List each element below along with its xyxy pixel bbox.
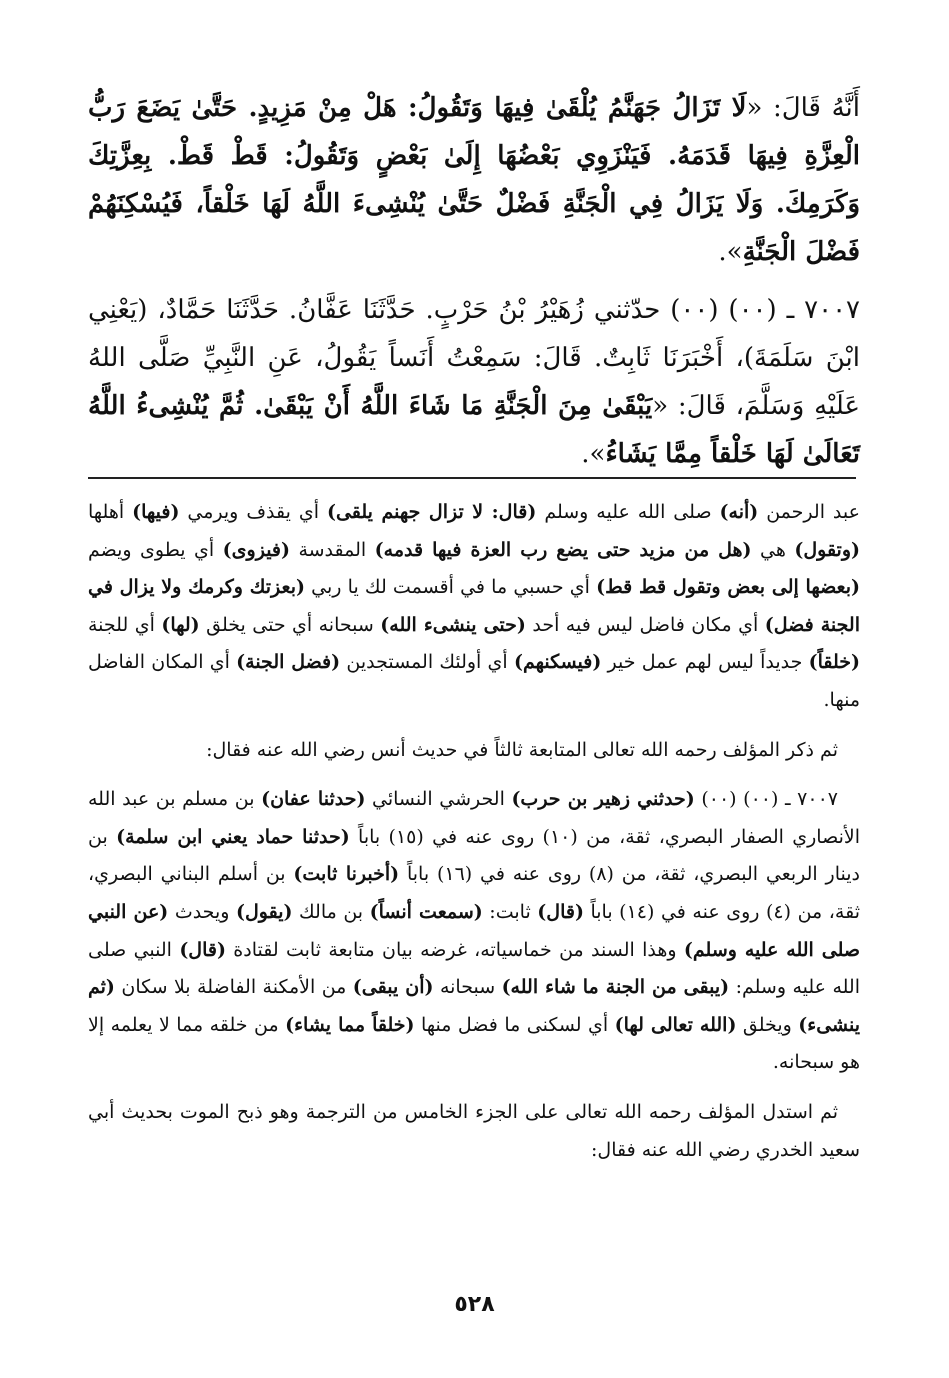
commentary-quote: (أنه) (719, 501, 759, 523)
commentary-quote: (الله تعالى لها) (614, 1013, 737, 1036)
commentary-quote: (قال) (537, 900, 584, 923)
commentary-text: من الأمكنة الفاضلة بلا سكان (114, 976, 353, 999)
commentary-text: أي يطوى ويضم (88, 538, 223, 561)
commentary-quote: (قال) (179, 938, 226, 961)
commentary-text: بن مسلم بن عبد الله الأنصاري الصفار البصري، ثقة، من (١٠) روى عنه في (١٥) باباً (88, 788, 860, 848)
hadith-matn: لَا تَزَالُ جَهَنَّمُ يُلْقَىٰ فِيهَا وَتَقُولُ: هَلْ مِنْ مَزِيدٍ. حَتَّىٰ يَضَعَ رَبُّ الْعِزَّةِ فِيهَا قَدَمَهُ. فَيَنْزَوِي بَعْضُهَا إِلَىٰ بَعْضٍ وَتَقُولُ: قَطْ قَطْ. بِعِزَّتِكَ وَكَرَمِكَ. وَلَا يَزَالُ فِي الْجَنَّةِ فَضْلٌ حَتَّىٰ يُنْشِىءَ اللَّهُ لَهَا خَلْقاً، فَيُسْكِنَهُمْ فَضْلَ الْجَنَّةِ (88, 93, 860, 267)
commentary-quote: (فيها) (132, 501, 180, 523)
commentary-text: بن مالك (292, 900, 370, 923)
hadith-close: ». (718, 237, 743, 267)
commentary-text: أي المكان الفاضل منها. (88, 651, 860, 711)
commentary-quote: (فيسكنهم) (513, 651, 602, 674)
commentary-quote: (سمعت أنساً) (369, 900, 483, 923)
hadith-intro: أَنَّهُ قَالَ: « (746, 93, 860, 123)
commentary-quote: (خلقاً) (808, 651, 861, 674)
commentary-text: أهلها (88, 501, 133, 523)
commentary-text: النبي صلى الله عليه وسلم: (88, 938, 860, 999)
commentary-quote: (قال: لا تزال جهنم يلقى) (326, 501, 537, 523)
commentary-quote: (فيزوى) (222, 538, 290, 561)
commentary-quote: (فضل الجنة) (236, 651, 341, 674)
commentary-quote: (حدثني زهير بن حرب) (511, 788, 695, 811)
commentary-text: المقدسة (290, 538, 375, 561)
commentary-quote: (بعزتك وكرمك ولا يزال في الجنة فضل) (88, 576, 860, 636)
commentary-text: وهذا السند من خماسياته، غرضه بيان متابعة ثابت لقتادة (225, 938, 684, 961)
commentary-text: ويحدث (168, 900, 236, 923)
hadith-section (88, 84, 860, 478)
commentary-quote: (بعضها إلى بعض وتقول قط قط) (596, 576, 860, 599)
commentary-text: أي للجنة (88, 613, 162, 636)
commentary-text: بن دينار الربعي البصري، ثقة، من (٨) روى عنه في (١٦) باباً (88, 825, 860, 886)
commentary-text: ٧٠٠٧ ـ (٠٠) (٠٠) (694, 788, 838, 811)
commentary-quote: (حدثنا عفان) (261, 788, 366, 811)
commentary-text: أي يقذف ويرمي (179, 501, 327, 523)
commentary-paragraph-2: ثم ذكر المؤلف رحمه الله تعالى المتابعة ثالثاً في حديث أنس رضي الله عنه فقال: (206, 738, 838, 761)
commentary-quote: (لها) (161, 613, 200, 636)
commentary-text: أي أولئك المستجدين (340, 651, 514, 674)
commentary-quote: (هل من مزيد حتى يضع رب العزة فيها قدمه) (374, 538, 752, 561)
commentary-quote: (يبقى من الجنة ما شاء الله) (501, 976, 730, 999)
commentary-quote: (عن النبي صلى الله عليه وسلم) (88, 900, 861, 961)
commentary-text: أي لسكنى ما فضل منها (414, 1013, 615, 1036)
commentary-quote: (ثم ينشىء) (88, 976, 860, 1036)
hadith-paragraph-1 (88, 84, 860, 276)
commentary-quote: (أخبرنا ثابت) (293, 863, 400, 886)
commentary-text: من خلقه مما لا يعلمه إلا هو سبحانه. (88, 1013, 860, 1074)
commentary-text: بن أسلم البناني البصري، ثقة، من (٤) روى عنه في (١٤) باباً (88, 863, 860, 923)
commentary-text: سبحانه أي حتى يخلق (199, 613, 381, 636)
commentary-text: سبحانه (433, 976, 502, 999)
hadith-paragraph-2 (88, 286, 860, 478)
commentary-paragraph-1 (88, 494, 860, 720)
commentary-text: الحرشي النسائي (365, 788, 512, 811)
commentary-paragraph-4: ثم استدل المؤلف رحمه الله تعالى على الجزء الخامس من الترجمة وهو ذبح الموت بحديث أبي سعيد الخدري رضي الله عنه فقال: (88, 1100, 860, 1161)
hadith-close: ». (581, 439, 606, 469)
commentary-text: صلى الله عليه وسلم (536, 501, 720, 523)
commentary-text: ثابت: (482, 900, 538, 923)
commentary-quote: (حتى ينشىء الله) (380, 613, 526, 636)
commentary-text: أي مكان فاضل ليس فيه أحد (525, 613, 765, 636)
commentary-paragraph-3 (88, 781, 860, 1082)
commentary-text: جديداً ليس لهم عمل خير (601, 651, 809, 674)
commentary-quote: (حدثنا حماد يعني ابن سلمة) (116, 825, 350, 848)
commentary-text: ويخلق (736, 1013, 799, 1036)
commentary-quote: (يقول) (235, 900, 293, 923)
hadith-matn: يَبْقَىٰ مِنَ الْجَنَّةِ مَا شَاءَ اللَّهُ أَنْ يَبْقَىٰ. ثُمَّ يُنْشِىءُ اللَّهُ تَعَالَىٰ لَهَا خَلْقاً مِمَّا يَشَاءُ (88, 391, 860, 469)
commentary-section (88, 494, 860, 1169)
commentary-text: هي (751, 538, 795, 561)
commentary-quote: (خلقاً مما يشاء) (285, 1013, 415, 1036)
hadith-isnad: ٧٠٠٧ ـ (٠٠) (٠٠) حدّثني زُهَيْرُ بْنُ حَرْبٍ. حَدَّثَنَا عَفَّانُ. حَدَّثَنَا حَمَّادٌ، (يَعْنِي ابْنَ سَلَمَةَ)، أَخْبَرَنَا ثَابِتٌ. قَالَ: سَمِعْتُ أَنَساً يَقُولُ، عَنِ النَّبِيِّ صَلَّى اللهُ عَلَيْهِ وَسَلَّمَ، قَالَ: « (88, 295, 860, 421)
commentary-quote: (وتقول) (794, 538, 861, 561)
page-number: ٥٢٨ (454, 1292, 495, 1317)
footnote-divider (88, 477, 856, 479)
commentary-text: أي حسبي ما في أقسمت لك يا ربي (304, 576, 597, 599)
commentary-text: عبد الرحمن (758, 501, 860, 523)
commentary-quote: (أن يبقى) (352, 976, 434, 999)
